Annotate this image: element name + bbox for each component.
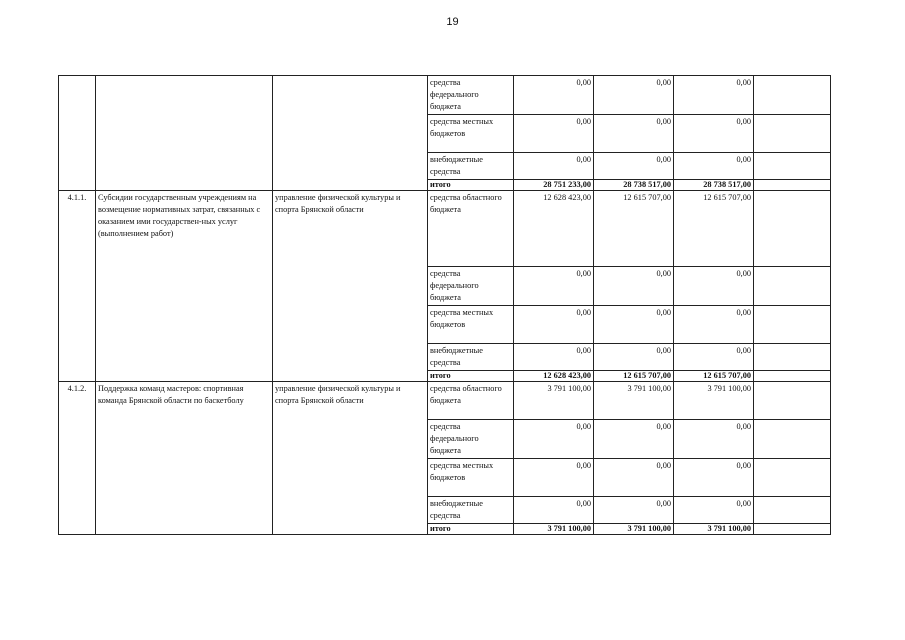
funding-source: средства федерального бюджета <box>428 267 514 306</box>
extra-cell <box>754 115 831 153</box>
amount-year-3: 0,00 <box>674 115 754 153</box>
measure-name: Субсидии государственным учреждениям на возмещение нормативных затрат, связанных с оказанием ими государствен-ных услуг (выполнением работ) <box>96 191 273 382</box>
extra-cell <box>754 267 831 306</box>
funding-source: итого <box>428 180 514 191</box>
extra-cell <box>754 524 831 535</box>
table-row <box>59 382 831 420</box>
amount-year-2: 0,00 <box>594 459 674 497</box>
extra-cell <box>754 180 831 191</box>
amount-year-3: 3 791 100,00 <box>674 524 754 535</box>
amount-year-1: 0,00 <box>514 306 594 344</box>
row-code: 4.1.1. <box>59 191 96 382</box>
amount-year-1: 3 791 100,00 <box>514 382 594 420</box>
funding-source: средства федерального бюджета <box>428 420 514 459</box>
extra-cell <box>754 371 831 382</box>
funding-source: внебюджетные средства <box>428 497 514 524</box>
amount-year-2: 0,00 <box>594 306 674 344</box>
amount-year-1: 0,00 <box>514 267 594 306</box>
extra-cell <box>754 382 831 420</box>
amount-year-3: 12 615 707,00 <box>674 371 754 382</box>
row-code <box>59 76 96 191</box>
funding-source: средства местных бюджетов <box>428 115 514 153</box>
amount-year-3: 0,00 <box>674 459 754 497</box>
amount-year-1: 28 751 233,00 <box>514 180 594 191</box>
amount-year-2: 0,00 <box>594 267 674 306</box>
amount-year-1: 12 628 423,00 <box>514 191 594 267</box>
funding-source: средства федерального бюджета <box>428 76 514 115</box>
amount-year-3: 0,00 <box>674 306 754 344</box>
funding-source: итого <box>428 371 514 382</box>
executor: управление физической культуры и спорта Брянской области <box>273 191 428 382</box>
amount-year-2: 12 615 707,00 <box>594 371 674 382</box>
amount-year-3: 0,00 <box>674 420 754 459</box>
amount-year-1: 0,00 <box>514 459 594 497</box>
amount-year-3: 0,00 <box>674 267 754 306</box>
funding-source: средства областного бюджета <box>428 191 514 267</box>
measure-name <box>96 76 273 191</box>
table-row <box>59 76 831 115</box>
funding-source: внебюджетные средства <box>428 344 514 371</box>
amount-year-2: 0,00 <box>594 115 674 153</box>
funding-source: средства областного бюджета <box>428 382 514 420</box>
extra-cell <box>754 191 831 267</box>
amount-year-2: 3 791 100,00 <box>594 382 674 420</box>
funding-source: внебюджетные средства <box>428 153 514 180</box>
extra-cell <box>754 344 831 371</box>
executor <box>273 76 428 191</box>
amount-year-2: 0,00 <box>594 344 674 371</box>
measure-name: Поддержка команд мастеров: спортивная команда Брянской области по баскетболу <box>96 382 273 535</box>
amount-year-1: 0,00 <box>514 497 594 524</box>
amount-year-1: 0,00 <box>514 153 594 180</box>
amount-year-2: 12 615 707,00 <box>594 191 674 267</box>
funding-source: средства местных бюджетов <box>428 459 514 497</box>
amount-year-2: 0,00 <box>594 420 674 459</box>
funding-source: средства местных бюджетов <box>428 306 514 344</box>
extra-cell <box>754 306 831 344</box>
amount-year-3: 3 791 100,00 <box>674 382 754 420</box>
amount-year-3: 28 738 517,00 <box>674 180 754 191</box>
amount-year-1: 0,00 <box>514 420 594 459</box>
amount-year-3: 0,00 <box>674 153 754 180</box>
amount-year-2: 0,00 <box>594 497 674 524</box>
amount-year-2: 0,00 <box>594 76 674 115</box>
extra-cell <box>754 76 831 115</box>
amount-year-3: 12 615 707,00 <box>674 191 754 267</box>
extra-cell <box>754 420 831 459</box>
amount-year-2: 28 738 517,00 <box>594 180 674 191</box>
budget-table <box>58 75 831 535</box>
row-code: 4.1.2. <box>59 382 96 535</box>
amount-year-3: 0,00 <box>674 497 754 524</box>
amount-year-1: 0,00 <box>514 115 594 153</box>
amount-year-1: 0,00 <box>514 344 594 371</box>
amount-year-3: 0,00 <box>674 76 754 115</box>
amount-year-1: 0,00 <box>514 76 594 115</box>
table-row <box>59 191 831 267</box>
extra-cell <box>754 497 831 524</box>
amount-year-1: 12 628 423,00 <box>514 371 594 382</box>
executor: управление физической культуры и спорта Брянской области <box>273 382 428 535</box>
amount-year-2: 0,00 <box>594 153 674 180</box>
page-number: 19 <box>446 16 459 28</box>
funding-source: итого <box>428 524 514 535</box>
amount-year-1: 3 791 100,00 <box>514 524 594 535</box>
extra-cell <box>754 459 831 497</box>
amount-year-3: 0,00 <box>674 344 754 371</box>
extra-cell <box>754 153 831 180</box>
amount-year-2: 3 791 100,00 <box>594 524 674 535</box>
